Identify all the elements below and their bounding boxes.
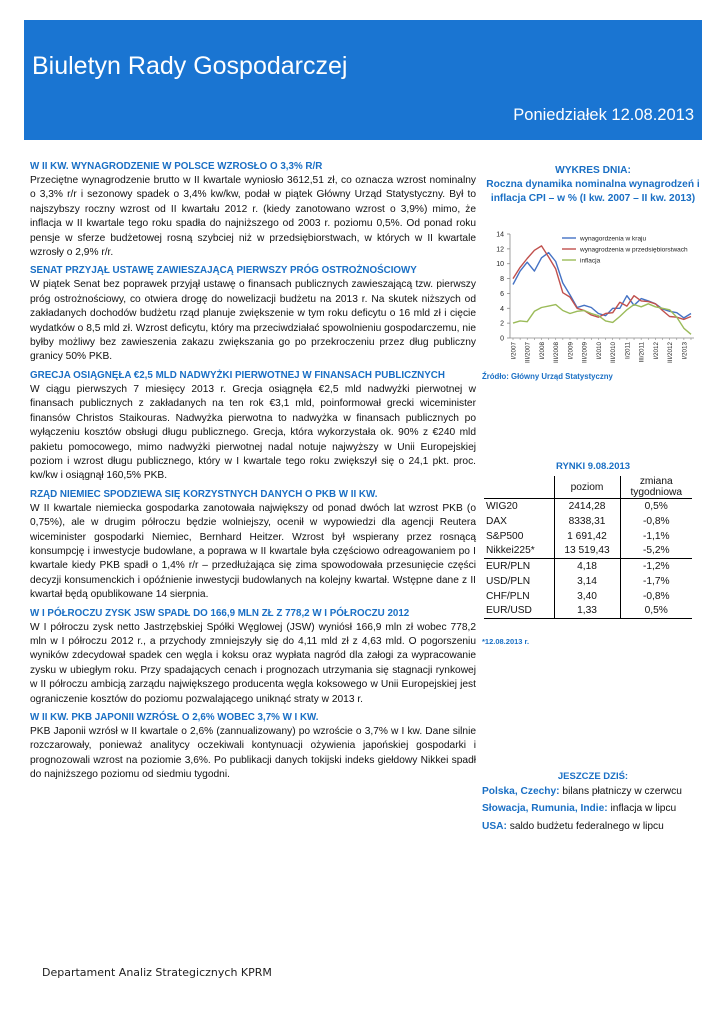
x-tick-label: I/2008 <box>538 342 546 360</box>
instrument-name: Nikkei225* <box>486 545 535 557</box>
table-row <box>484 574 692 589</box>
x-tick-label: I/2009 <box>567 342 575 360</box>
instrument-level: 13 519,43 <box>554 544 620 559</box>
markets-footnote: *12.08.2013 r. <box>482 637 530 646</box>
wage-inflation-chart <box>480 228 702 370</box>
list-item <box>482 802 704 816</box>
table-row <box>484 499 692 514</box>
level-column-header: poziom <box>554 476 620 499</box>
instrument-change: 0,5% <box>620 499 692 514</box>
articles-column <box>30 156 476 783</box>
footer: Departament Analiz Strategicznych KPRM <box>42 966 272 979</box>
instrument-level: 3,40 <box>554 589 620 604</box>
table-row <box>484 589 692 604</box>
instrument-name: EUR/USD <box>484 604 554 619</box>
instrument-change: -5,2% <box>620 544 692 559</box>
article-headline: W II KW. WYNAGRODZENIE W POLSCE WZROSŁO O 3,3% R/R <box>30 161 323 172</box>
instrument-change: -1,7% <box>620 574 692 589</box>
chart-source: Źródło: Główny Urząd Statystyczny <box>482 372 613 381</box>
x-tick-label: III/2012 <box>667 342 675 364</box>
markets-table <box>484 476 692 619</box>
change-column-header: zmiana tygodniowa <box>620 476 692 499</box>
y-tick-label: 6 <box>500 290 504 298</box>
legend-entry: wynagordzenia w kraju <box>580 235 647 243</box>
article <box>30 370 476 484</box>
chart-heading-text: Roczna dynamika nominalna wynagrodzeń i inflacja CPI – w % (I kw. 2007 – II kw. 2013) <box>486 179 700 204</box>
today-list <box>482 785 704 837</box>
article <box>30 608 476 707</box>
table-row <box>484 559 692 574</box>
x-tick-label: I/2012 <box>652 342 660 360</box>
instrument-name: CHF/PLN <box>486 590 530 602</box>
x-tick-label: III/2008 <box>553 342 561 364</box>
y-tick-label: 4 <box>500 305 504 313</box>
markets-title: RYNKI 9.08.2013 <box>555 461 631 472</box>
instrument-change: -1,1% <box>620 529 692 544</box>
instrument-change: -1,2% <box>620 559 692 574</box>
instrument-change: -0,8% <box>620 589 692 604</box>
today-title: JESZCZE DZIŚ: <box>557 771 629 782</box>
article-body: Przeciętne wynagrodzenie brutto w II kwartale wyniosło 3612,51 zł, co oznacza wzrost nominalny o 3,3% r/r i sezonowy spadek o 3,4% kw/kw, podał w piątek Główny Urząd Statystyczny. Był to najszybszy roczny wzrost od II kwartału 2012 r. (kiedy zanotowano wzrost o 3,9%) mimo, że inflacja w II kwartale tego roku spadła do najniższego od 2003 r. poziomu 0,5%. Od ponad roku pensje w sferze budżetowej rosną szybciej niż w przedsiębiorstwach, w których w II kwartale wzrosły o 2,9% r/r. <box>30 175 476 259</box>
article-headline: W I PÓŁROCZU ZYSK JSW SPADŁ DO 166,9 MLN ZŁ Z 778,2 W I PÓŁROCZU 2012 <box>30 607 410 619</box>
y-tick-label: 10 <box>496 261 504 269</box>
header-banner <box>24 20 702 140</box>
article <box>30 712 476 783</box>
article-body: W piątek Senat bez poprawek przyjął ustawę o finansach publicznych zawieszającą tzw. pierwszy próg ostrożnościowy, co otwiera drogę do nowelizacji budżetu na 2013 r. Na skutek niższych od zakładanych dochodów budżetu rząd planuje zwiększenie w tym roku deficytu o 16 mld zł i cięcie wydatków o 8,5 mld zł. Wzrost deficytu, który ma przeciwdziałać spowolnieniu gospodarczemu, nie byłby możliwy bez zawieszenia zakazu zwiększania go po przekroczeniu przez dług publiczny granicy 50% PKB. <box>30 279 476 363</box>
table-row <box>484 529 692 544</box>
x-tick-label: I/2011 <box>624 342 632 360</box>
article-headline: GRECJA OSIĄGNĘŁA €2,5 MLD NADWYŻKI PIERWOTNEJ W FINANSACH PUBLICZNYCH <box>30 369 445 381</box>
table-row <box>484 604 692 619</box>
article-headline: W II KW. PKB JAPONII WZRÓSŁ O 2,6% WOBEC 3,7% W I KW. <box>30 712 319 723</box>
instrument-name: S&P500 <box>486 530 524 542</box>
legend-entry: inflacja <box>580 257 601 265</box>
article-body: W ciągu pierwszych 7 miesięcy 2013 r. Grecja osiągnęła €2,5 mld nadwyżki pierwotnej w finansach publicznych z zakładanych na ten rok €3,1 mld, poinformował grecki wiceminister finansów Christos Staikouras. Nadwyżka pierwotna to nadwyżka w finansach publicznych po wyłączeniu kosztów obsługi długu publicznego. Grecja, która wykorzystała ok. 90% z €240 mld pakietu pomocowego, mimo nadwyżki pierwotnej nadal notuje najwyższy w Unii Europejskiej poziom i wzrost długu publicznego, który w I kwartale tego roku zwiększył się o 24,1 pkt. proc. kw/kw i osiągnął 160,5% PKB. <box>30 383 476 482</box>
chart-heading-label: WYKRES DNIA: <box>555 165 631 176</box>
list-item <box>482 820 704 834</box>
table-row <box>484 514 692 529</box>
x-tick-label: III/2007 <box>524 342 532 364</box>
instrument-change: 0,5% <box>620 604 692 619</box>
instrument-name: WIG20 <box>484 499 554 514</box>
y-tick-label: 8 <box>500 276 504 284</box>
x-tick-label: I/2013 <box>681 342 689 360</box>
today-event: inflacja w lipcu <box>610 803 677 815</box>
today-country: Polska, Czechy: <box>482 786 560 797</box>
instrument-level: 4,18 <box>554 559 620 574</box>
article <box>30 489 476 603</box>
bulletin-title: Biuletyn Rady Gospodarczej <box>32 52 348 80</box>
y-tick-label: 12 <box>496 246 504 254</box>
today-country: USA: <box>482 820 507 832</box>
instrument-level: 3,14 <box>554 574 620 589</box>
instrument-level: 2414,28 <box>554 499 620 514</box>
instrument-name: USD/PLN <box>486 575 531 587</box>
article <box>30 161 476 260</box>
instrument-level: 1,33 <box>554 604 620 619</box>
instrument-level: 8338,31 <box>554 514 620 529</box>
instrument-name: DAX <box>486 515 507 527</box>
today-country: Słowacja, Rumunia, Indie: <box>482 803 608 815</box>
x-tick-label: I/2010 <box>595 342 603 360</box>
article-headline: SENAT PRZYJĄŁ USTAWĘ ZAWIESZAJĄCĄ PIERWSZY PRÓG OSTROŻNOŚCIOWY <box>30 265 417 277</box>
instrument-level: 1 691,42 <box>554 529 620 544</box>
x-tick-label: III/2010 <box>610 342 618 364</box>
article-body: W I półroczu zysk netto Jastrzębskiej Spółki Węglowej (JSW) wyniósł 166,9 mln zł wobec 778,2 mln w I półroczu 2012 r., a przychody zmniejszyły się do 4,11 mld zł z 4,63 mld. O pogorszeniu wyników zdecydował spadek cen węgla i koksu oraz wypłata nagród dla załogi za wypracowanie zysku w ubiegłym roku. Przy spadających cenach i prognozach utrzymania się stagnacji rynkowej w II półroczu ambicją zarządu największego producenta węgla koksowego w Unii Europejskiej jest ograniczenie kosztów do poziomu pozwalającego uniknąć straty w 2013 r. <box>30 621 476 705</box>
y-tick-label: 0 <box>500 335 504 343</box>
markets-header-row <box>484 476 692 499</box>
y-tick-label: 2 <box>500 320 504 328</box>
y-tick-label: 14 <box>496 231 504 239</box>
bulletin-date: Poniedziałek 12.08.2013 <box>513 106 694 124</box>
table-row <box>484 544 692 559</box>
instrument-change: -0,8% <box>620 514 692 529</box>
legend-entry: wynagrodzenia w przedsiębiorstwach <box>580 246 688 254</box>
x-tick-label: I/2007 <box>510 342 518 360</box>
x-tick-label: III/2009 <box>581 342 589 364</box>
x-tick-label: III/2011 <box>638 342 646 363</box>
today-event: saldo budżetu federalnego w lipcu <box>509 820 664 832</box>
chart-heading <box>482 164 704 206</box>
article-body: PKB Japonii wzrósł w II kwartale o 2,6% (zannualizowany) po wzroście o 3,7% w I kw. Dane silnie rozczarowały, ponieważ analitycy oczekiwali kontynuacji ożywienia japońskiej gospodarki i prognozowali wzrost na poziomie 3,6%. Po publikacji danych tokijski indeks giełdowy Nikkei spadł do najniższego poziomu od siedmiu tygodni. <box>30 726 476 781</box>
instrument-name: EUR/PLN <box>484 559 554 574</box>
article <box>30 265 476 364</box>
article-headline: RZĄD NIEMIEC SPODZIEWA SIĘ KORZYSTNYCH DANYCH O PKB W II KW. <box>30 488 378 500</box>
list-item <box>482 785 704 799</box>
series-line <box>513 304 691 335</box>
article-body: W II kwartale niemiecka gospodarka zanotowała największy od ponad dwóch lat wzrost PKB (o 0,75%), ale w drugim półroczu będzie wolniejszy, ocenił w wypowiedzi dla agencji Reutera wiceminister gospodarki Niemiec, Bernhard Heitzer. Wzrost był wspierany przez rosnącą konsumpcję i inwestycje budowlane, a poprawa w II kwartale była częściowo odreagowaniem po I kwartale kiedy PKB spadł o 1,4% r/r – przedłużająca się zima spowodowała przesunięcie części decyzji konsumenckich i opóźnienie inwestycji budowlanych na kolejny kwartał. Wstępne dane z II kwartał będą opublikowane 14 sierpnia. <box>30 502 476 601</box>
today-event: bilans płatniczy w czerwcu <box>562 786 682 797</box>
